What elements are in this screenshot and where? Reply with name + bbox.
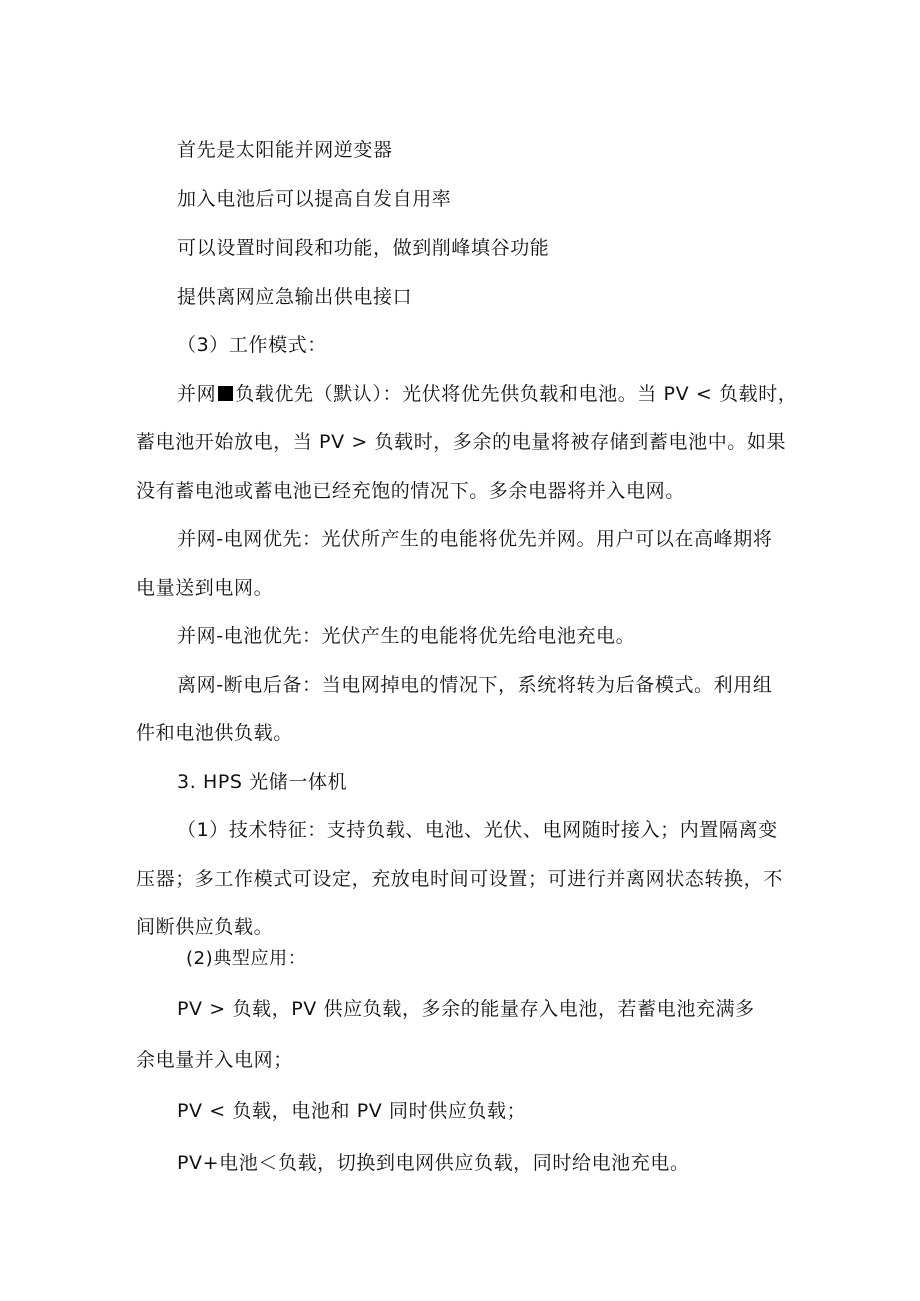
- paragraph-line: PV < 负载，电池和 PV 同时供应负载；: [177, 1100, 527, 1122]
- paragraph-line: PV+电池＜负载，切换到电网供应负载，同时给电池充电。: [177, 1152, 690, 1174]
- paragraph-line: [177, 382, 797, 406]
- mode-label: 并网: [177, 383, 217, 405]
- paragraph-line: 离网-断电后备：当电网掉电的情况下，系统将转为后备模式。利用组: [177, 674, 773, 696]
- paragraph-line: 并网-电池优先：光伏产生的电能将优先给电池充电。: [177, 625, 636, 647]
- paragraph-text: 负载优先（默认）：光伏将优先供负载和电池。当 PV < 负载时，: [235, 383, 798, 405]
- paragraph-line: 间断供应负载。: [136, 916, 274, 938]
- paragraph-line: 可以设置时间段和功能，做到削峰填谷功能: [177, 237, 550, 259]
- paragraph-line: （1）技术特征：支持负载、电池、光伏、电网随时接入；内置隔离变: [177, 819, 778, 841]
- paragraph-line: 压器；多工作模式可设定，充放电时间可设置；可进行并离网状态转换，不: [136, 868, 783, 890]
- paragraph-line: 件和电池供负载。: [136, 722, 293, 744]
- section-heading: 3. HPS 光储一体机: [177, 771, 348, 793]
- paragraph-line: PV > 负载，PV 供应负载，多余的能量存入电池，若蓄电池充满多: [177, 998, 755, 1020]
- section-heading: (2)典型应用：: [186, 948, 307, 969]
- section-heading: （3）工作模式：: [177, 334, 327, 356]
- paragraph-line: 加入电池后可以提高自发自用率: [177, 188, 452, 210]
- paragraph-line: 首先是太阳能并网逆变器: [177, 139, 393, 161]
- paragraph-line: 余电量并入电网；: [136, 1049, 293, 1071]
- paragraph-line: 蓄电池开始放电，当 PV > 负载时，多余的电量将被存储到蓄电池中。如果: [136, 431, 787, 453]
- paragraph-line: 提供离网应急输出供电接口: [177, 286, 413, 308]
- black-square-icon: [218, 386, 233, 401]
- paragraph-line: 没有蓄电池或蓄电池已经充饱的情况下。多余电器将并入电网。: [136, 480, 685, 502]
- paragraph-line: 并网-电网优先：光伏所产生的电能将优先并网。用户可以在高峰期将: [177, 528, 773, 550]
- paragraph-line: 电量送到电网。: [136, 577, 274, 599]
